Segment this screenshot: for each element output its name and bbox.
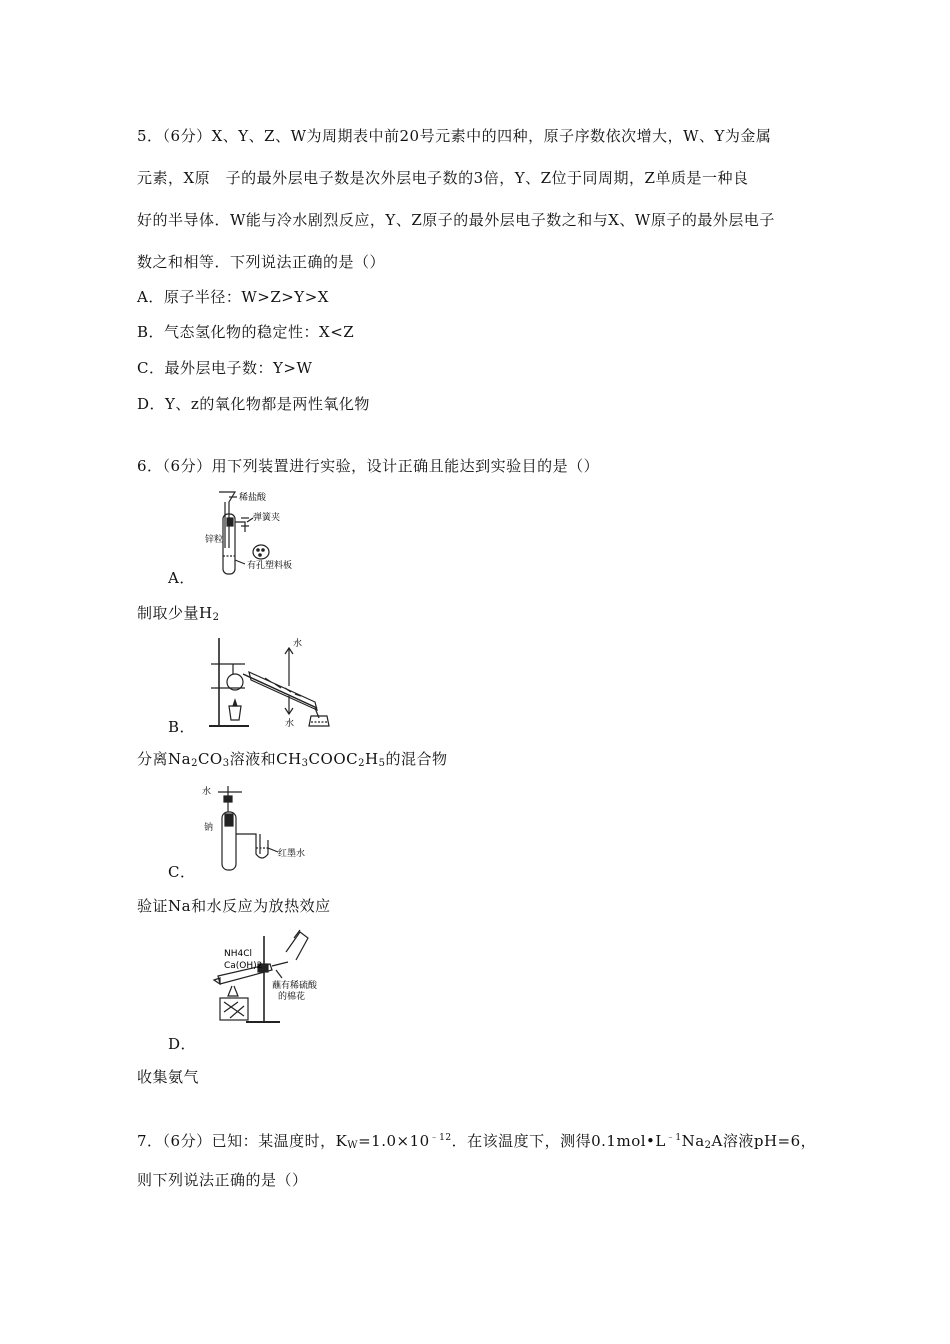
q5-line-4: 数之和相等．下列说法正确的是（） <box>137 253 386 271</box>
q6-option-a-letter: A． <box>168 569 195 587</box>
q5-option-b: B．气态氢化物的稳定性：X<Z <box>137 323 355 341</box>
q5-line-2: 元素，X原 子的最外层电子数是次外层电子数的3倍，Y、Z位于同周期，Z单质是一种良 <box>137 169 749 187</box>
figure-a-label-plate: 有孔塑料板 <box>247 561 293 571</box>
q5-option-c: C．最外层电子数：Y>W <box>137 359 313 377</box>
q6-option-d-caption: 收集氨气 <box>137 1068 200 1086</box>
figure-d-label-cotton2: 的棉花 <box>278 992 306 1002</box>
figure-b-label-water-bottom: 水 <box>285 719 295 729</box>
q6-option-c-caption: 验证Na和水反应为放热效应 <box>137 897 331 915</box>
q6-option-d-letter: D． <box>168 1035 197 1053</box>
figure-b-label-water-top: 水 <box>293 639 303 649</box>
figure-c-label-ink: 红墨水 <box>278 849 306 859</box>
figure-c-label-water: 水 <box>202 787 212 797</box>
q6-option-b-letter: B． <box>168 718 196 736</box>
figure-d-label-reagent1: NH4Cl <box>224 949 253 959</box>
q7-line-2: 则下列说法正确的是（） <box>137 1171 308 1189</box>
q6-option-b-caption: 分离$Na_2CO_3$溶液和$CH_3COOC_2H_5$的混合物 <box>137 750 448 769</box>
q5-option-d: D．Y、z的氧化物都是两性氧化物 <box>137 395 370 413</box>
figure-d-label-reagent2: Ca(OH)2 <box>224 961 263 971</box>
figure-c-sodium-water-apparatus <box>198 782 310 872</box>
q5-option-a: A．原子半径：W>Z>Y>X <box>137 288 329 306</box>
q5-line-1: 5．（6分）X、Y、Z、W为周期表中前20号元素中的四种，原子序数依次增大，W、Y为金属 <box>137 127 772 145</box>
figure-a-label-clamp: 弹簧夹 <box>253 513 281 523</box>
q6-option-c-letter: C． <box>168 863 196 881</box>
figure-a-hydrogen-apparatus <box>205 488 310 580</box>
figure-b-distillation-apparatus <box>205 634 335 730</box>
figure-d-label-cotton1: 蘸有稀硫酸 <box>272 981 318 991</box>
q6-option-a-caption: 制取少量$H_2$ <box>137 604 220 623</box>
figure-a-label-left: 锌粒 <box>205 535 224 545</box>
figure-d-ammonia-apparatus <box>210 926 326 1026</box>
figure-c-label-sodium: 钠 <box>204 823 214 833</box>
q5-line-3: 好的半导体．W能与冷水剧烈反应，Y、Z原子的最外层电子数之和与X、W原子的最外层电子 <box>137 211 775 229</box>
q7-line-1: 7．（6分）已知：某温度时，$K_W=1.0\times 10^{﹣12}$．在该温度下，测得$0.1mol•L^{﹣1}Na_2A$溶液pH=6， <box>137 1132 817 1151</box>
figure-a-label-top: 稀盐酸 <box>239 493 267 503</box>
q6-stem: 6．（6分）用下列装置进行实验，设计正确且能达到实验目的是（） <box>137 457 600 475</box>
